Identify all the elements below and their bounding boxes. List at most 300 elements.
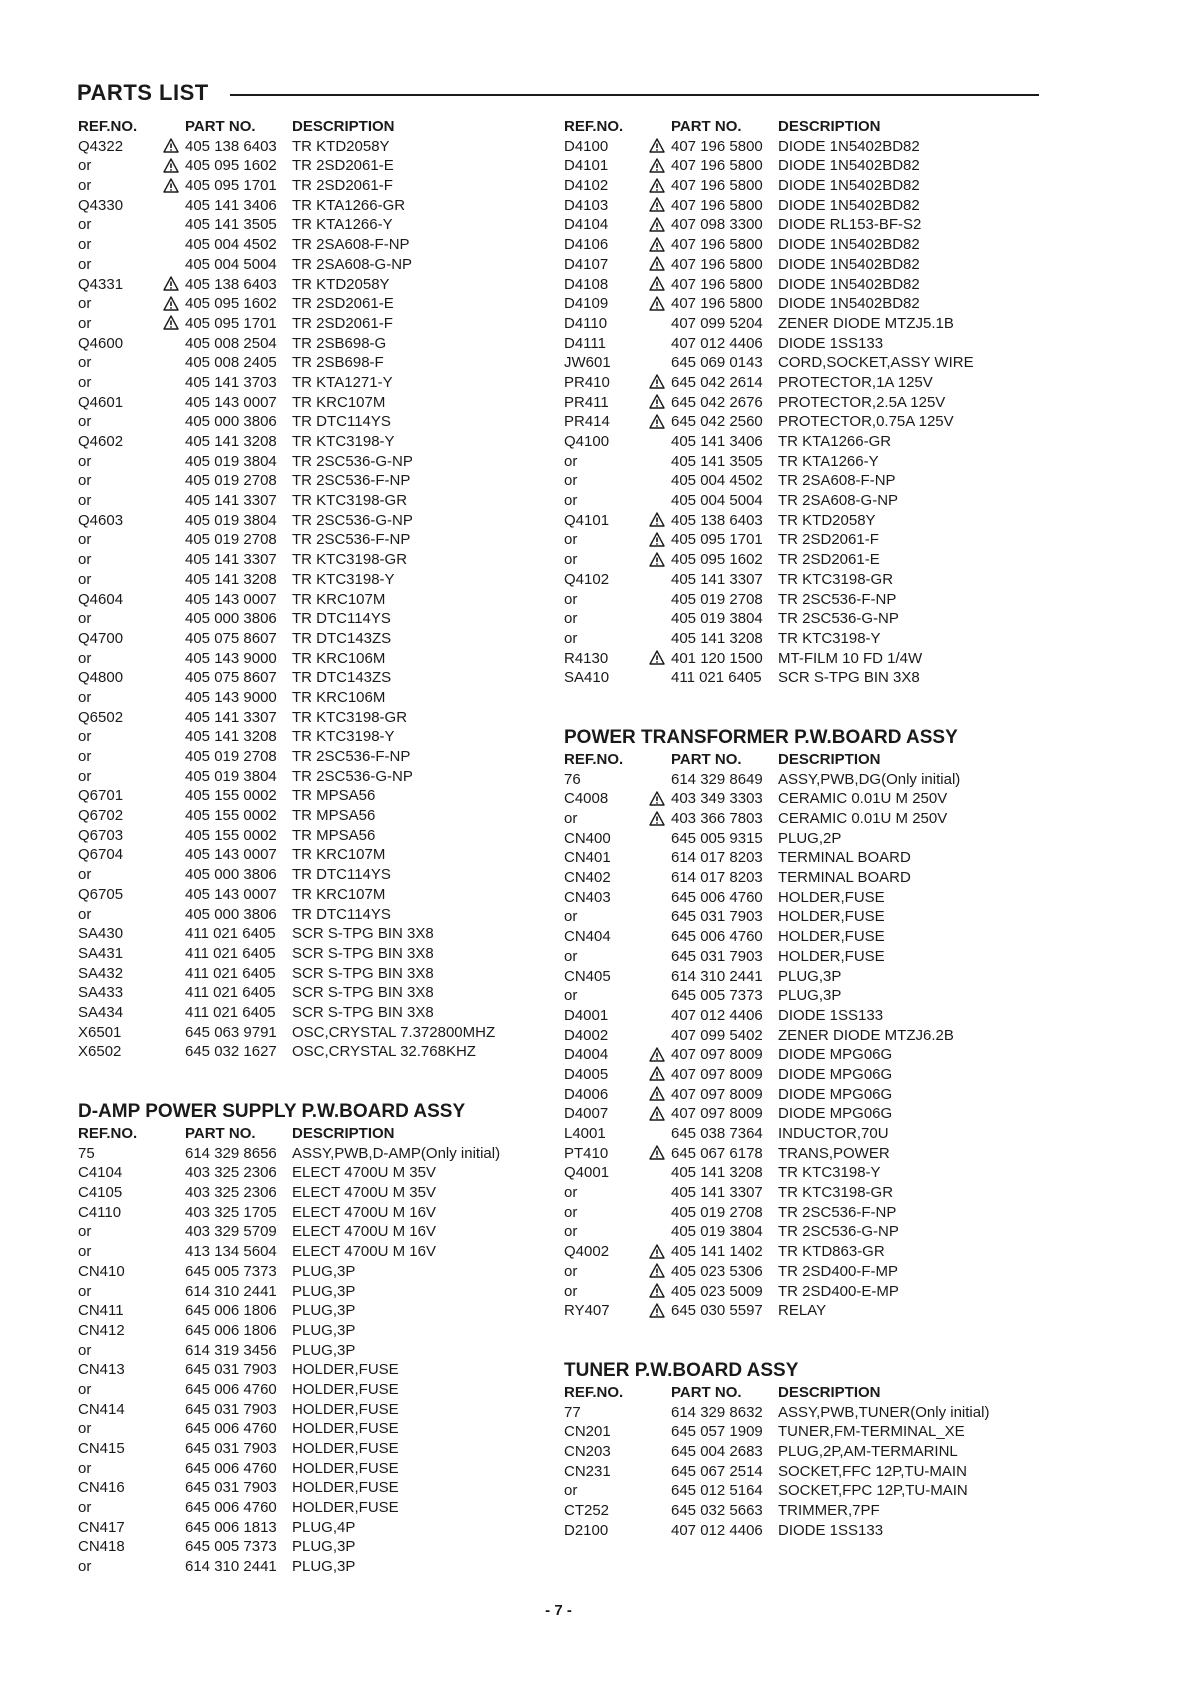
- safety-mark: [649, 255, 665, 275]
- part-no: 645 006 4760: [671, 888, 763, 906]
- part-no: 645 031 7903: [671, 947, 763, 965]
- ref-no: or: [564, 551, 578, 569]
- table-row: [78, 1341, 578, 1361]
- ref-no: CN415: [78, 1440, 125, 1457]
- ref-no: Q4001: [564, 1164, 610, 1182]
- part-no: 405 095 1602: [671, 551, 763, 569]
- part-no: 405 141 3703: [185, 373, 277, 391]
- safety-mark: [649, 215, 665, 235]
- part-no: 407 097 8009: [671, 1085, 763, 1103]
- description: HOLDER,FUSE: [292, 1479, 399, 1497]
- table-row: [78, 885, 578, 905]
- table-row: [78, 412, 578, 432]
- ref-no: Q4601: [78, 393, 124, 411]
- part-no: 405 004 4502: [671, 472, 763, 490]
- ref-no: CN412: [78, 1321, 125, 1339]
- description: TR KTA1266-Y: [778, 452, 879, 470]
- table-row: [564, 1065, 1064, 1085]
- table-row: [78, 1163, 578, 1183]
- ref-no: CN402: [564, 869, 611, 887]
- table-row: [78, 1183, 578, 1203]
- ref-no: D4001: [564, 1006, 609, 1024]
- safety-mark: [649, 156, 665, 176]
- table-row: [564, 770, 1064, 790]
- description: CERAMIC 0.01U M 250V: [778, 790, 948, 808]
- warning-triangle-icon: [649, 532, 665, 547]
- warning-triangle-icon: [649, 138, 665, 153]
- description: TR KTC3198-GR: [778, 1184, 894, 1202]
- part-no: 403 325 2306: [185, 1184, 277, 1202]
- ref-no: D4102: [564, 177, 609, 195]
- table-row: [78, 1439, 578, 1459]
- ref-no: CN417: [78, 1518, 125, 1536]
- description: TR 2SC536-F-NP: [778, 590, 897, 608]
- table-row: [564, 530, 1064, 550]
- part-no: 645 005 7373: [671, 987, 763, 1005]
- table-row: [78, 452, 578, 472]
- description: TR 2SC536-G-NP: [292, 767, 413, 785]
- table-row: [564, 215, 1064, 235]
- table-row: [564, 1501, 1064, 1521]
- part-no: 405 000 3806: [185, 866, 277, 884]
- description: DIODE 1SS133: [778, 1521, 884, 1539]
- description: INDUCTOR,70U: [778, 1125, 889, 1142]
- table-row: [78, 294, 578, 314]
- description: TR 2SA608-G-NP: [292, 255, 413, 273]
- safety-mark: [649, 1262, 665, 1282]
- header-description: DESCRIPTION: [292, 118, 395, 135]
- header-description: DESCRIPTION: [778, 1383, 881, 1401]
- table-row: [78, 176, 578, 196]
- part-no: 405 141 3505: [185, 216, 277, 234]
- warning-triangle-icon: [163, 276, 179, 291]
- ref-no: Q4330: [78, 196, 124, 214]
- description: PLUG,2P: [778, 829, 842, 847]
- table-row: [78, 1380, 578, 1400]
- ref-no: D4004: [564, 1046, 609, 1064]
- description: DIODE 1N5402BD82: [778, 137, 920, 155]
- part-no: 645 067 6178: [671, 1144, 763, 1162]
- table-row: [564, 629, 1064, 649]
- description: TR KTD2058Y: [778, 511, 876, 529]
- part-no: 405 141 3307: [185, 551, 277, 569]
- ref-no: D4106: [564, 236, 609, 254]
- part-no: 645 006 4760: [185, 1459, 277, 1477]
- description: TR 2SD400-F-MP: [778, 1262, 899, 1280]
- part-no: 645 031 7903: [185, 1361, 277, 1379]
- part-no: 405 019 3804: [185, 511, 277, 529]
- description: PLUG,3P: [292, 1341, 356, 1359]
- part-no: 405 141 3307: [671, 1184, 763, 1202]
- warning-triangle-icon: [649, 1066, 665, 1081]
- part-no: 405 075 8607: [185, 669, 277, 687]
- description: ELECT 4700U M 16V: [292, 1223, 436, 1241]
- description: RELAY: [778, 1302, 827, 1320]
- part-no: 614 310 2441: [185, 1282, 277, 1300]
- header-part-no: PART NO.: [185, 118, 256, 135]
- safety-mark: [649, 373, 665, 393]
- table-row: [78, 1262, 578, 1282]
- table-row: [564, 1124, 1064, 1144]
- description: TR 2SA608-F-NP: [778, 472, 896, 490]
- safety-mark: [163, 294, 179, 314]
- ref-no: or: [564, 947, 578, 965]
- table-row: [564, 156, 1064, 176]
- description: SCR S-TPG BIN 3X8: [778, 669, 920, 687]
- description: TR 2SD2061-E: [292, 295, 394, 313]
- ref-no: or: [564, 590, 578, 608]
- table-row: [564, 255, 1064, 275]
- part-no: 407 098 3300: [671, 216, 763, 234]
- description: DIODE 1SS133: [778, 334, 884, 352]
- table-row: [564, 829, 1064, 849]
- ref-no: or: [564, 492, 578, 510]
- description: TR KTC3198-Y: [292, 570, 395, 588]
- warning-triangle-icon: [163, 296, 179, 311]
- table-row: [78, 1419, 578, 1439]
- warning-triangle-icon: [649, 1086, 665, 1101]
- title-rule: [230, 94, 1039, 96]
- ref-no: Q6502: [78, 708, 124, 726]
- right-column: [564, 117, 1064, 1540]
- table-row: [78, 1459, 578, 1479]
- part-no: 645 005 7373: [185, 1538, 277, 1556]
- table-row: [564, 432, 1064, 452]
- ref-no: or: [78, 1380, 92, 1398]
- ref-no: CN401: [564, 849, 611, 867]
- table-row: [78, 1557, 578, 1577]
- part-no: 403 366 7803: [671, 810, 763, 827]
- description: TR KTC3198-GR: [292, 708, 408, 726]
- table-row: [564, 1144, 1064, 1164]
- warning-triangle-icon: [649, 178, 665, 193]
- table-row: [564, 1521, 1064, 1541]
- part-no: 405 019 2708: [185, 748, 277, 765]
- part-no: 645 006 4760: [185, 1499, 277, 1517]
- description: TR 2SD2061-F: [778, 531, 879, 549]
- ref-no: or: [78, 1243, 92, 1261]
- description: TRANS,POWER: [778, 1144, 890, 1162]
- table-row: [78, 196, 578, 216]
- part-no: 413 134 5604: [185, 1243, 277, 1261]
- warning-triangle-icon: [649, 217, 665, 232]
- table-row: [564, 888, 1064, 908]
- part-no: 405 143 0007: [185, 393, 277, 411]
- part-no: 407 196 5800: [671, 295, 763, 313]
- part-no: 405 143 0007: [185, 885, 277, 903]
- ref-no: or: [78, 492, 92, 510]
- part-no: 405 008 2405: [185, 354, 277, 372]
- safety-mark: [649, 1301, 665, 1321]
- ref-no: or: [78, 748, 92, 765]
- warning-triangle-icon: [649, 552, 665, 567]
- section-title: POWER TRANSFORMER P.W.BOARD ASSY: [564, 726, 958, 748]
- table-row: [78, 806, 578, 826]
- table-row: [78, 924, 578, 944]
- ref-no: or: [78, 1341, 92, 1359]
- part-no: 645 005 9315: [671, 829, 763, 847]
- table-row: [564, 1026, 1064, 1046]
- table-row: [78, 747, 578, 767]
- part-no: 405 141 3208: [185, 570, 277, 588]
- part-no: 645 006 1806: [185, 1321, 277, 1339]
- ref-no: or: [78, 728, 92, 746]
- table-row: [564, 1085, 1064, 1105]
- ref-no: or: [564, 1482, 578, 1500]
- table-row: [564, 1203, 1064, 1223]
- warning-triangle-icon: [649, 1283, 665, 1298]
- ref-no: D2100: [564, 1521, 609, 1539]
- description: TR MPSA56: [292, 807, 376, 825]
- ref-no: C4008: [564, 790, 609, 808]
- safety-mark: [649, 511, 665, 531]
- description: TERMINAL BOARD: [778, 849, 911, 867]
- ref-no: Q4102: [564, 570, 610, 588]
- table-row: [78, 471, 578, 491]
- table-row: [564, 1242, 1064, 1262]
- table-row: [564, 294, 1064, 314]
- part-no: 405 019 2708: [671, 1203, 763, 1221]
- table-row: [564, 176, 1064, 196]
- description: TR 2SD400-E-MP: [778, 1282, 899, 1300]
- part-no: 405 019 3804: [671, 610, 763, 628]
- description: TR MPSA56: [292, 826, 376, 844]
- table-header: [78, 117, 578, 137]
- table-row: [564, 1006, 1064, 1026]
- description: SOCKET,FPC 12P,TU-MAIN: [778, 1482, 968, 1500]
- ref-no: D4109: [564, 295, 609, 313]
- part-no: 407 012 4406: [671, 1521, 763, 1539]
- ref-no: Q6702: [78, 807, 124, 825]
- part-no: 645 057 1909: [671, 1423, 763, 1441]
- description: TR KRC107M: [292, 393, 386, 411]
- table-row: [78, 609, 578, 629]
- header-description: DESCRIPTION: [292, 1125, 395, 1142]
- description: TR 2SD2061-E: [778, 551, 880, 569]
- part-no: 407 099 5204: [671, 314, 763, 332]
- part-no: 614 310 2441: [671, 967, 763, 985]
- part-no: 645 063 9791: [185, 1023, 277, 1041]
- table-row: [564, 947, 1064, 967]
- section-spacer: [564, 688, 1064, 726]
- table-row: [564, 235, 1064, 255]
- description: ELECT 4700U M 35V: [292, 1164, 436, 1182]
- description: TR KRC107M: [292, 846, 386, 864]
- part-no: 645 042 2676: [671, 393, 763, 411]
- ref-no: 76: [564, 770, 581, 788]
- part-no: 645 006 1813: [185, 1518, 277, 1536]
- part-no: 405 155 0002: [185, 787, 277, 805]
- description: SCR S-TPG BIN 3X8: [292, 984, 434, 1002]
- table-row: [78, 944, 578, 964]
- safety-mark: [649, 275, 665, 295]
- warning-triangle-icon: [649, 1106, 665, 1121]
- safety-mark: [649, 1242, 665, 1262]
- description: TR KTD2058Y: [292, 275, 390, 293]
- description: TR 2SC536-G-NP: [292, 452, 413, 470]
- table-row: [78, 353, 578, 373]
- table-row: [564, 1282, 1064, 1302]
- ref-no: Q4602: [78, 433, 124, 450]
- description: HOLDER,FUSE: [778, 888, 885, 906]
- warning-triangle-icon: [163, 178, 179, 193]
- ref-no: Q4002: [564, 1243, 610, 1261]
- warning-triangle-icon: [649, 374, 665, 389]
- description: TRIMMER,7PF: [778, 1502, 880, 1519]
- table-row: [78, 767, 578, 787]
- section-spacer: [78, 1062, 578, 1100]
- ref-no: Q6704: [78, 846, 124, 864]
- table-row: [564, 550, 1064, 570]
- ref-no: Q6705: [78, 885, 124, 903]
- warning-triangle-icon: [163, 158, 179, 173]
- ref-no: CN416: [78, 1479, 125, 1497]
- description: HOLDER,FUSE: [778, 908, 885, 926]
- safety-mark: [163, 176, 179, 196]
- header-ref-no: REF.NO.: [564, 750, 624, 768]
- table-row: [78, 983, 578, 1003]
- warning-triangle-icon: [649, 256, 665, 271]
- description: DIODE 1N5402BD82: [778, 157, 920, 175]
- part-no: 645 042 2560: [671, 413, 763, 431]
- description: TR KRC106M: [292, 688, 386, 706]
- header-ref-no: REF.NO.: [564, 118, 624, 135]
- ref-no: CT252: [564, 1502, 610, 1519]
- description: TR 2SC536-F-NP: [292, 472, 411, 490]
- description: TR KTC3198-Y: [292, 728, 395, 746]
- description: TR 2SC536-G-NP: [778, 1223, 899, 1241]
- ref-no: CN418: [78, 1538, 125, 1556]
- table-row: [78, 156, 578, 176]
- table-row: [78, 1042, 578, 1062]
- part-no: 614 017 8203: [671, 849, 763, 867]
- ref-no: D4002: [564, 1026, 609, 1044]
- table-row: [564, 789, 1064, 809]
- description: TR KTC3198-GR: [778, 570, 894, 588]
- safety-mark: [649, 235, 665, 255]
- table-row: [78, 1003, 578, 1023]
- table-row: [564, 334, 1064, 354]
- ref-no: or: [78, 295, 92, 313]
- warning-triangle-icon: [649, 394, 665, 409]
- ref-no: PR410: [564, 373, 610, 391]
- ref-no: or: [78, 1223, 92, 1241]
- table-row: [78, 215, 578, 235]
- description: PLUG,4P: [292, 1518, 356, 1536]
- table-row: [78, 1360, 578, 1380]
- part-no: 614 319 3456: [185, 1341, 277, 1359]
- part-no: 407 196 5800: [671, 177, 763, 195]
- warning-triangle-icon: [649, 296, 665, 311]
- part-no: 405 143 0007: [185, 846, 277, 864]
- safety-mark: [649, 1085, 665, 1105]
- part-no: 405 019 3804: [671, 1223, 763, 1241]
- part-no: 645 069 0143: [671, 354, 763, 372]
- table-header: [78, 1124, 578, 1144]
- part-no: 405 155 0002: [185, 826, 277, 844]
- table-row: [564, 927, 1064, 947]
- ref-no: or: [564, 810, 578, 827]
- description: TR 2SC536-F-NP: [778, 1203, 897, 1221]
- ref-no: or: [564, 1203, 578, 1221]
- ref-no: or: [78, 551, 92, 569]
- ref-no: D4007: [564, 1105, 609, 1123]
- part-no: 407 196 5800: [671, 236, 763, 254]
- description: ZENER DIODE MTZJ6.2B: [778, 1026, 954, 1044]
- table-row: [564, 1442, 1064, 1462]
- part-no: 405 019 3804: [185, 767, 277, 785]
- part-no: 645 031 7903: [671, 908, 763, 926]
- ref-no: SA410: [564, 669, 610, 687]
- page-number: - 7 -: [545, 1602, 572, 1619]
- part-no: 405 141 3406: [671, 433, 763, 450]
- safety-mark: [649, 176, 665, 196]
- safety-mark: [649, 196, 665, 216]
- safety-mark: [649, 789, 665, 809]
- table-row: [564, 412, 1064, 432]
- table-row: [78, 649, 578, 669]
- description: TR KTD2058Y: [292, 137, 390, 155]
- part-no: 405 143 9000: [185, 688, 277, 706]
- description: DIODE 1N5402BD82: [778, 295, 920, 313]
- description: TR KTC3198-GR: [292, 551, 408, 569]
- table-row: [564, 590, 1064, 610]
- ref-no: D4110: [564, 314, 608, 332]
- safety-mark: [649, 1104, 665, 1124]
- table-row: [78, 1537, 578, 1557]
- table-row: [78, 708, 578, 728]
- description: DIODE 1N5402BD82: [778, 196, 920, 214]
- table-row: [564, 967, 1064, 987]
- left-column: [78, 117, 578, 1577]
- header-part-no: PART NO.: [185, 1125, 256, 1142]
- safety-mark: [649, 649, 665, 669]
- ref-no: Q4600: [78, 334, 124, 352]
- safety-mark: [649, 550, 665, 570]
- part-no: 405 141 3505: [671, 452, 763, 470]
- part-no: 407 097 8009: [671, 1105, 763, 1123]
- ref-no: or: [564, 610, 578, 628]
- part-no: 405 019 2708: [671, 590, 763, 608]
- ref-no: SA430: [78, 925, 124, 943]
- ref-no: D4104: [564, 216, 609, 234]
- description: TR KTC3198-Y: [778, 1164, 881, 1182]
- part-no: 407 196 5800: [671, 157, 763, 175]
- safety-mark: [649, 1065, 665, 1085]
- ref-no: CN404: [564, 928, 611, 946]
- ref-no: or: [78, 373, 92, 391]
- table-row: [564, 137, 1064, 157]
- description: PLUG,2P,AM-TERMARINL: [778, 1442, 958, 1460]
- table-row: [78, 137, 578, 157]
- description: CORD,SOCKET,ASSY WIRE: [778, 354, 974, 372]
- ref-no: RY407: [564, 1302, 610, 1320]
- description: TR 2SD2061-F: [292, 177, 393, 195]
- description: DIODE MPG06G: [778, 1065, 893, 1083]
- description: SOCKET,FFC 12P,TU-MAIN: [778, 1462, 967, 1480]
- table-row: [564, 1262, 1064, 1282]
- table-row: [564, 809, 1064, 829]
- ref-no: SA431: [78, 944, 124, 962]
- ref-no: or: [78, 314, 92, 332]
- table-row: [78, 334, 578, 354]
- part-no: 405 075 8607: [185, 629, 277, 647]
- part-no: 405 141 3307: [671, 570, 763, 588]
- part-no: 405 141 3406: [185, 196, 277, 214]
- table-row: [78, 373, 578, 393]
- part-no: 405 095 1701: [185, 314, 277, 332]
- safety-mark: [649, 412, 665, 432]
